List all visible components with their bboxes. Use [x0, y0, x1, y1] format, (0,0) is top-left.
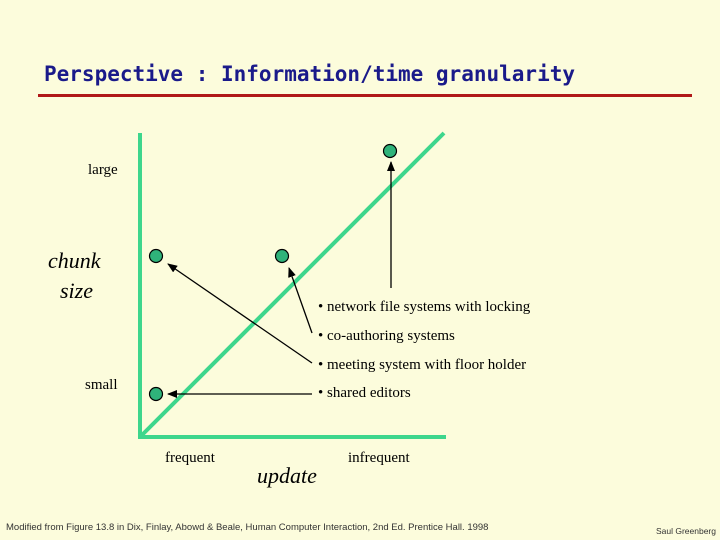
x-low-label: frequent: [165, 450, 215, 466]
y-high-label: large: [88, 162, 118, 178]
y-axis-label-line1: chunk: [48, 248, 101, 273]
y-axis-label-line2: size: [60, 278, 93, 303]
node-network-file-systems: [384, 145, 397, 158]
source-citation: Modified from Figure 13.8 in Dix, Finlay, Abowd & Beale, Human Computer Interaction, 2nd Ed. Prentice Hall. 1998: [6, 522, 489, 533]
slide-title: Perspective : Information/time granularity: [44, 62, 576, 86]
author-credit: Saul Greenberg: [655, 526, 716, 536]
x-axis-label: update: [257, 463, 317, 488]
arrow-meeting-system: [168, 264, 312, 363]
item-co-authoring: • co-authoring systems: [318, 328, 455, 344]
item-meeting-system: • meeting system with floor holder: [318, 357, 527, 373]
node-co-authoring: [276, 250, 289, 263]
node-meeting-system: [150, 250, 163, 263]
x-high-label: infrequent: [348, 450, 410, 466]
item-shared-editors: • shared editors: [318, 385, 411, 401]
node-shared-editors: [150, 388, 163, 401]
item-network-file-systems: • network file systems with locking: [318, 299, 531, 315]
y-low-label: small: [85, 377, 118, 393]
